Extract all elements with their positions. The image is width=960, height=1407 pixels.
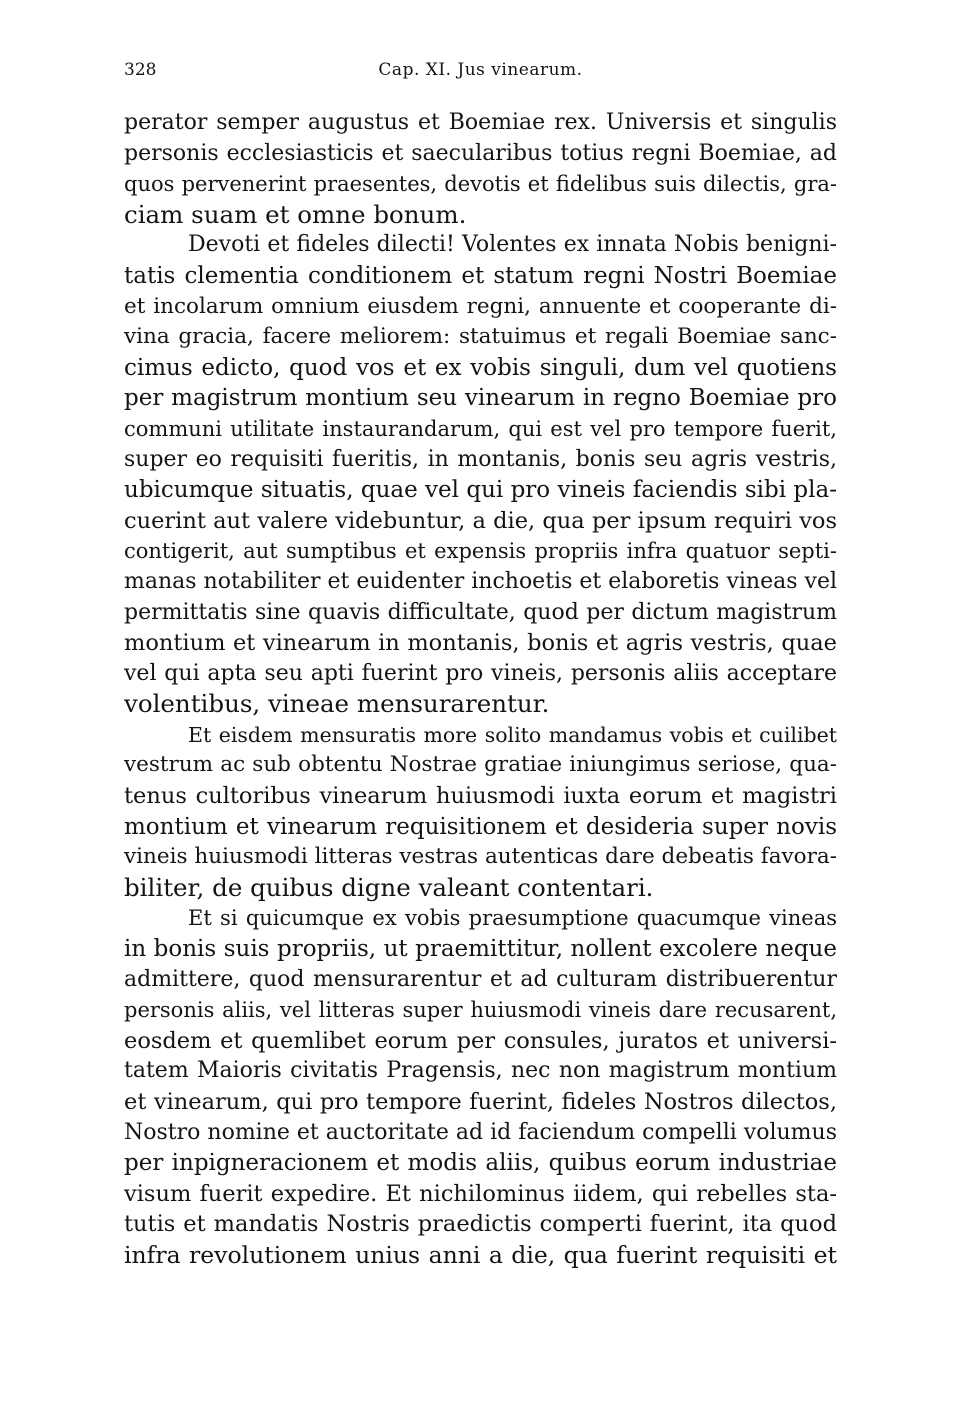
- text-line: Et eisdem mensuratis more solito mandamus vobis et cuilibet: [188, 722, 837, 747]
- page-number: 328: [124, 60, 157, 80]
- text-line: personis ecclesiasticis et saecularibus totius regni Boemiae, ad: [124, 140, 837, 166]
- paragraph: [124, 903, 837, 1270]
- text-line: vestrum ac sub obtentu Nostrae gratiae iniungimus seriose, qua-: [124, 752, 837, 778]
- text-line: volentibus, vineae mensurarentur.: [124, 689, 550, 719]
- text-line: vineis huiusmodi litteras vestras autenticas dare debeatis favora-: [124, 844, 837, 870]
- paragraph: [124, 230, 837, 720]
- text-line: personis aliis, vel litteras super huiusmodi vineis dare recusarent,: [124, 998, 837, 1023]
- running-title: Cap. XI. Jus vinearum.: [378, 60, 583, 80]
- text-line: quos pervenerint praesentes, devotis et fidelibus suis dilectis, gra-: [124, 172, 837, 197]
- running-head: [124, 58, 837, 90]
- text-line: tatem Maioris civitatis Pragensis, nec non magistrum montium: [124, 1058, 837, 1084]
- text-line: manas notabiliter et euidenter inchoetis et elaboretis vineas vel: [124, 568, 837, 594]
- paragraph: [124, 108, 837, 230]
- text-line: contigerit, aut sumptibus et expensis propriis infra quatuor septi-: [124, 539, 837, 564]
- text-line: cuerint aut valere videbuntur, a die, qua per ipsum requiri vos: [124, 507, 837, 534]
- text-line: per inpigneracionem et modis aliis, quibus eorum industriae: [124, 1150, 837, 1177]
- text-line: ubicumque situatis, quae vel qui pro vineis faciendis sibi pla-: [124, 477, 837, 504]
- text-line: Et si quicumque ex vobis praesumptione quacumque vineas: [188, 906, 837, 931]
- text-line: Devoti et fideles dilecti! Volentes ex innata Nobis benigni-: [188, 232, 837, 258]
- text-line: tatis clementia conditionem et statum regni Nostri Boemiae: [124, 262, 837, 289]
- text-line: tutis et mandatis Nostris praedictis comperti fuerint, ita quod: [124, 1211, 837, 1238]
- text-line: tenus cultoribus vinearum huiusmodi iuxta eorum et magistri: [124, 783, 837, 810]
- text-line: perator semper augustus et Boemiae rex. Universis et singulis: [124, 110, 837, 135]
- text-line: per magistrum montium seu vinearum in regno Boemiae pro: [124, 385, 837, 412]
- text-line: admittere, quod mensurarentur et ad culturam distribuerentur: [124, 966, 837, 992]
- text-line: vel qui apta seu apti fuerint pro vineis, personis aliis acceptare: [124, 660, 837, 686]
- text-line: permittatis sine quavis difficultate, quod per dictum magistrum: [124, 599, 837, 625]
- paragraph: [124, 720, 837, 904]
- text-line: montium et vinearum in montanis, bonis et agris vestris, quae: [124, 630, 837, 657]
- body-text: [124, 108, 837, 1271]
- text-line: super eo requisiti fueritis, in montanis, bonis seu agris vestris,: [124, 446, 837, 472]
- text-line: Nostro nomine et auctoritate ad id faciendum compelli volumus: [124, 1119, 837, 1145]
- text-line: in bonis suis propriis, ut praemittitur, nollent excolere neque: [124, 936, 837, 963]
- text-line: cimus edicto, quod vos et ex vobis singuli, dum vel quotiens: [124, 354, 837, 381]
- text-line: ciam suam et omne bonum.: [124, 199, 467, 229]
- text-line: eosdem et quemlibet eorum per consules, juratos et universi-: [124, 1027, 837, 1054]
- text-line: visum fuerit expedire. Et nichilominus iidem, qui rebelles sta-: [124, 1180, 837, 1207]
- text-line: infra revolutionem unius anni a die, qua fuerint requisiti et: [124, 1240, 837, 1269]
- text-line: communi utilitate instaurandarum, qui est vel pro tempore fuerit,: [124, 416, 837, 441]
- text-line: et incolarum omnium eiusdem regni, annuente et cooperante di-: [124, 293, 837, 319]
- text-line: montium et vinearum requisitionem et desideria super novis: [124, 813, 837, 840]
- text-line: vina gracia, facere meliorem: statuimus et regali Boemiae sanc-: [124, 324, 837, 350]
- text-line: biliter, de quibus digne valeant contentari.: [124, 872, 654, 902]
- text-line: et vinearum, qui pro tempore fuerint, fideles Nostros dilectos,: [124, 1089, 837, 1115]
